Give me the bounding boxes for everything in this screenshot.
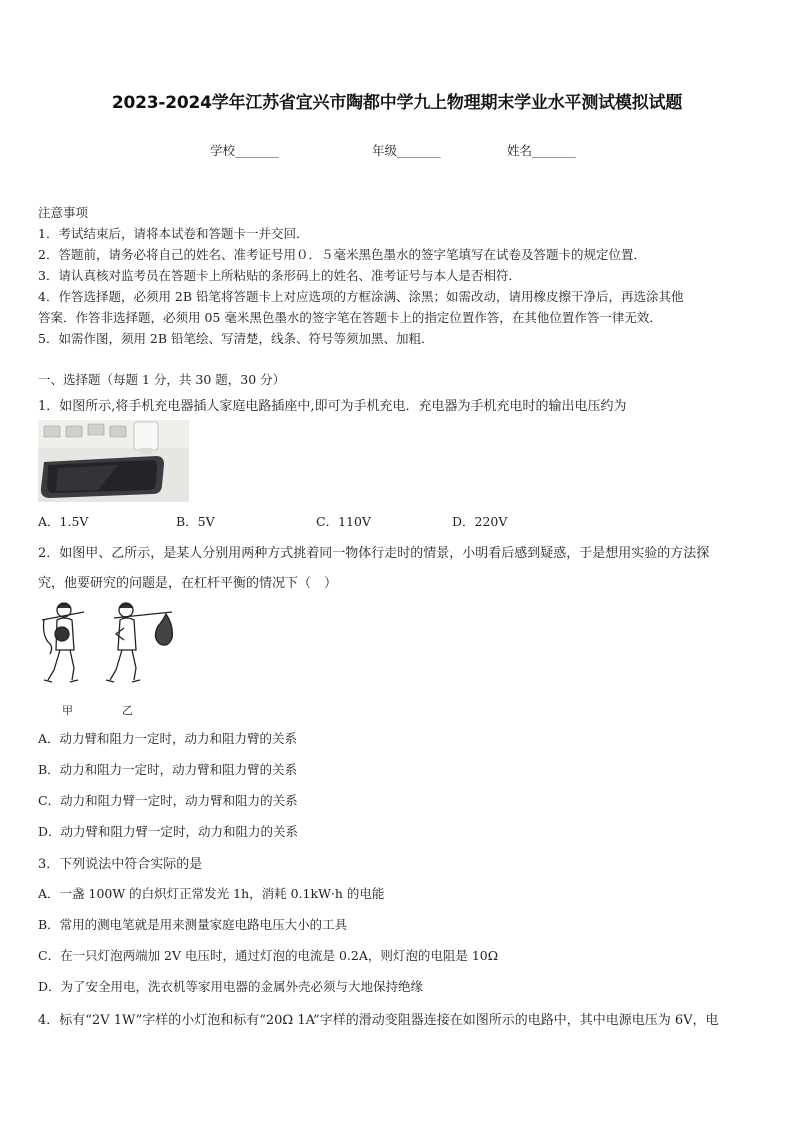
- notice-item: 答案．作答非选择题，必须用 05 毫米黑色墨水的签字笔在答题卡上的指定位置作答，在其他位置作答一律无效．: [38, 310, 662, 325]
- question-3-stem: 3．下列说法中符合实际的是: [38, 857, 203, 872]
- question-3-option-c[interactable]: C．在一只灯泡两端加 2V 电压时，通过灯泡的电流是 0.2A，则灯泡的电阻是 10Ω: [38, 948, 499, 963]
- notice-item: 4．作答选择题，必须用 2B 铅笔将答题卡上对应选项的方框涂满、涂黑；如需改动，请用橡皮擦干净后，再选涂其他: [38, 289, 684, 304]
- notice-item: 2．答题前，请务必将自己的姓名、准考证号用０．５毫米黑色墨水的签字笔填写在试卷及答题卡的规定位置．: [38, 247, 646, 262]
- question-1-option-b[interactable]: B．5V: [176, 514, 215, 529]
- question-2-option-c[interactable]: C．动力和阻力臂一定时，动力臂和阻力的关系: [38, 793, 298, 808]
- question-2-stem-line-1: 2．如图甲、乙所示，是某人分别用两种方式挑着同一物体行走时的情景，小明看后感到疑惑，于是想用实验的方法探: [38, 546, 710, 561]
- name-field[interactable]: 姓名_______: [507, 143, 576, 158]
- phone-charger-image: [38, 420, 189, 502]
- phone-charging-illustration: [38, 420, 189, 502]
- question-1-option-c[interactable]: C．110V: [316, 514, 371, 529]
- question-2-stem-line-2: 究，他要研究的问题是，在杠杆平衡的情况下（ ）: [38, 576, 338, 591]
- carrying-figures-image: [40, 598, 180, 718]
- notice-item: 5．如需作图，须用 2B 铅笔绘、写清楚，线条、符号等须加黑、加粗．: [38, 331, 434, 346]
- notice-item: 3．请认真核对监考员在答题卡上所粘贴的条形码上的姓名、准考证号与本人是否相符．: [38, 268, 521, 283]
- school-field[interactable]: 学校_______: [210, 143, 279, 158]
- question-3-option-b[interactable]: B．常用的测电笔就是用来测量家庭电路电压大小的工具: [38, 917, 348, 932]
- question-2-option-d[interactable]: D．动力臂和阻力臂一定时，动力和阻力的关系: [38, 824, 299, 839]
- figure-label-yi: 乙: [122, 704, 133, 717]
- question-1-option-d[interactable]: D．220V: [452, 514, 508, 529]
- question-4-stem: 4．标有“2V 1W”字样的小灯泡和标有“20Ω 1A”字样的滑动变阻器连接在如图所示的电路中，其中电源电压为 6V，电: [38, 1013, 719, 1028]
- notice-heading: 注意事项: [38, 205, 89, 220]
- question-2-option-a[interactable]: A．动力臂和阻力一定时，动力和阻力臂的关系: [38, 731, 298, 746]
- people-carrying-pole-illustration: [40, 598, 180, 718]
- section-heading: 一、选择题（每题 1 分，共 30 题，30 分）: [38, 372, 286, 387]
- question-3-option-d[interactable]: D．为了安全用电，洗衣机等家用电器的金属外壳必须与大地保持绝缘: [38, 979, 424, 994]
- question-2-option-b[interactable]: B．动力和阻力一定时，动力臂和阻力臂的关系: [38, 762, 298, 777]
- question-3-option-a[interactable]: A．一盏 100W 的白炽灯正常发光 1h，消耗 0.1kW·h 的电能: [38, 886, 385, 901]
- question-1-stem: 1．如图所示,将手机充电器插人家庭电路插座中,即可为手机充电．充电器为手机充电时的输出电压约为: [38, 399, 627, 414]
- question-1-option-a[interactable]: A．1.5V: [38, 514, 89, 529]
- exam-title: 2023-2024学年江苏省宜兴市陶都中学九上物理期末学业水平测试模拟试题: [111, 93, 683, 113]
- grade-field[interactable]: 年级_______: [372, 143, 441, 158]
- notice-item: 1．考试结束后，请将本试卷和答题卡一并交回．: [38, 226, 309, 241]
- figure-label-jia: 甲: [62, 704, 73, 717]
